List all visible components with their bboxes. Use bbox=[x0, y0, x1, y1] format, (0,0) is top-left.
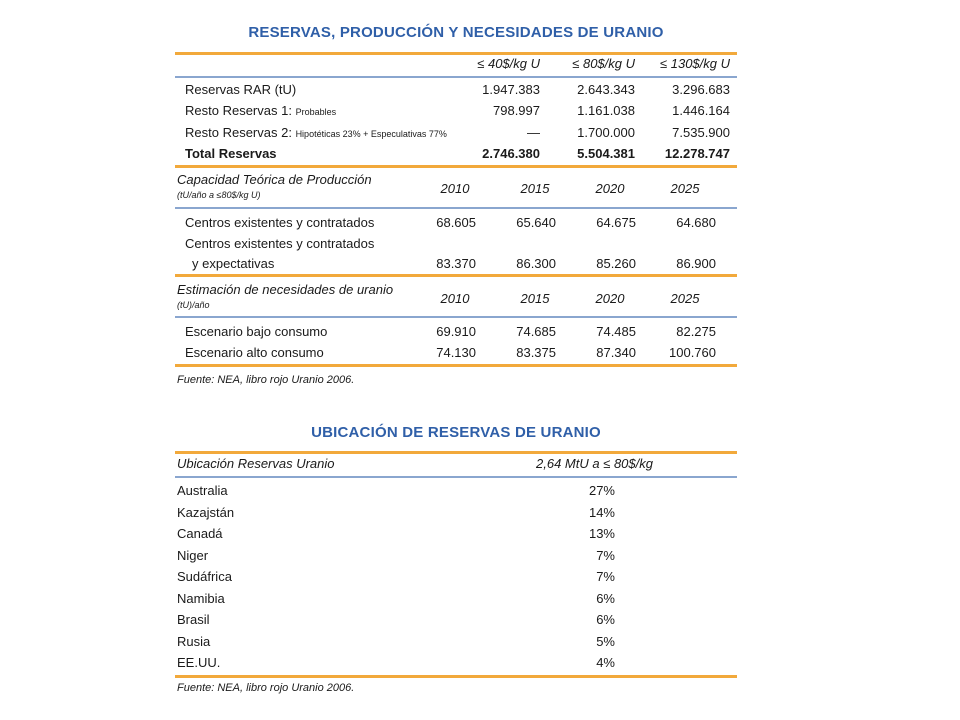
location-percentage: 27% bbox=[588, 483, 615, 498]
capacity-title: Capacidad Teórica de Producción bbox=[177, 172, 372, 187]
reserves-header-40: ≤ 40$/kg U bbox=[477, 56, 540, 71]
capacity-row-value: 86.300 bbox=[516, 256, 556, 271]
reserves-row-value: 7.535.900 bbox=[672, 125, 730, 140]
capacity-unit: (tU/año a ≤80$/kg U) bbox=[177, 190, 261, 200]
table2-bottom-rule bbox=[175, 675, 737, 678]
needs-year: 2020 bbox=[595, 291, 625, 306]
capacity-row-value: 68.605 bbox=[436, 215, 476, 230]
table1-bottom-rule bbox=[175, 364, 737, 367]
location-country: EE.UU. bbox=[177, 655, 221, 670]
capacity-row-label: Centros existentes y contratados bbox=[185, 215, 375, 230]
reserves-row-value: 1.700.000 bbox=[577, 125, 635, 140]
capacity-row-value: 64.675 bbox=[596, 215, 636, 230]
capacity-row-value: 83.370 bbox=[436, 256, 476, 271]
needs-row-value: 74.130 bbox=[436, 345, 476, 360]
location-percentage: 7% bbox=[596, 547, 615, 563]
location-country: Canadá bbox=[177, 526, 223, 541]
needs-year: 2015 bbox=[520, 291, 550, 306]
needs-row-value: 87.340 bbox=[596, 345, 636, 360]
capacity-row-value: 65.640 bbox=[516, 215, 556, 230]
table2-title: UBICACIÓN DE RESERVAS DE URANIO bbox=[311, 424, 601, 441]
location-country: Kazajstán bbox=[177, 504, 235, 520]
reserves-header-rule bbox=[175, 76, 737, 78]
needs-year: 2025 bbox=[670, 291, 700, 306]
capacity-year: 2025 bbox=[670, 181, 700, 196]
table2-source: Fuente: NEA, libro rojo Uranio 2006. bbox=[177, 682, 355, 694]
reserves-row-value: 1.161.038 bbox=[577, 103, 635, 118]
reserves-row-label: Resto Reservas 1: Probables bbox=[185, 103, 337, 118]
capacity-row-value: 64.680 bbox=[676, 215, 716, 230]
needs-row-value: 82.275 bbox=[676, 324, 716, 339]
reserves-row-value: 3.296.683 bbox=[672, 82, 730, 97]
location-percentage: 6% bbox=[596, 612, 615, 627]
capacity-bottom-rule bbox=[175, 274, 737, 277]
reserves-header-80: ≤ 80$/kg U bbox=[572, 56, 635, 71]
reserves-row-value: 798.997 bbox=[493, 103, 540, 118]
reserves-row-label: Resto Reservas 2: Hipotéticas 23% + Especulativas 77% bbox=[185, 125, 447, 140]
table2-top-rule bbox=[175, 451, 737, 454]
location-percentage: 7% bbox=[596, 569, 615, 584]
reserves-row-label: Reservas RAR (tU) bbox=[185, 82, 297, 97]
reserves-row-value: 1.446.164 bbox=[672, 103, 730, 118]
location-country: Namibia bbox=[177, 590, 225, 606]
table2-col1-header: Ubicación Reservas Uranio bbox=[177, 456, 335, 471]
needs-row-label: Escenario bajo consumo bbox=[185, 324, 328, 339]
capacity-year: 2015 bbox=[520, 181, 550, 196]
needs-row-value: 69.910 bbox=[436, 324, 476, 339]
capacity-row-value: 86.900 bbox=[676, 256, 716, 271]
reserves-total-value: 12.278.747 bbox=[664, 146, 730, 161]
table2-col2-header: 2,64 MtU a ≤ 80$/kg bbox=[536, 456, 653, 471]
location-percentage: 14% bbox=[588, 504, 615, 520]
needs-year: 2010 bbox=[440, 291, 470, 306]
needs-header-rule bbox=[175, 316, 737, 318]
needs-unit: (tU)/año bbox=[177, 300, 210, 310]
location-country: Rusia bbox=[177, 633, 211, 649]
location-country: Brasil bbox=[177, 612, 210, 627]
reserves-row-sublabel: Hipotéticas 23% + Especulativas 77% bbox=[295, 129, 447, 139]
needs-row-value: 100.760 bbox=[669, 345, 716, 360]
location-percentage: 6% bbox=[596, 590, 615, 606]
needs-row-label: Escenario alto consumo bbox=[185, 345, 324, 360]
reserves-total-value: 5.504.381 bbox=[577, 146, 635, 161]
reserves-total-value: 2.746.380 bbox=[482, 146, 540, 161]
needs-title: Estimación de necesidades de uranio bbox=[177, 282, 394, 297]
capacity-header-rule bbox=[175, 207, 737, 209]
table2-header-rule bbox=[175, 476, 737, 478]
capacity-row-label: Centros existentes y contratados bbox=[185, 236, 375, 251]
capacity-year: 2010 bbox=[440, 181, 470, 196]
table1-top-rule bbox=[175, 52, 737, 55]
capacity-row-value: 85.260 bbox=[596, 256, 636, 271]
location-country: Sudáfrica bbox=[177, 569, 232, 584]
reserves-total-label: Total Reservas bbox=[185, 146, 277, 161]
reserves-bottom-rule bbox=[175, 165, 737, 168]
location-percentage: 4% bbox=[596, 655, 615, 670]
capacity-year: 2020 bbox=[595, 181, 625, 196]
capacity-row-label-cont: y expectativas bbox=[192, 256, 275, 271]
reserves-header-130: ≤ 130$/kg U bbox=[659, 56, 730, 71]
needs-row-value: 83.375 bbox=[516, 345, 556, 360]
reserves-row-value: 1.947.383 bbox=[482, 82, 540, 97]
location-percentage: 13% bbox=[588, 526, 615, 541]
needs-row-value: 74.685 bbox=[516, 324, 556, 339]
reserves-row-value: 2.643.343 bbox=[577, 82, 635, 97]
table1-title: RESERVAS, PRODUCCIÓN Y NECESIDADES DE URANIO bbox=[248, 24, 664, 41]
location-country: Niger bbox=[177, 547, 209, 563]
table1-source: Fuente: NEA, libro rojo Uranio 2006. bbox=[177, 374, 355, 386]
reserves-row-value: — bbox=[527, 125, 540, 140]
reserves-row-sublabel: Probables bbox=[295, 107, 337, 117]
location-country: Australia bbox=[177, 483, 228, 498]
location-percentage: 5% bbox=[596, 633, 615, 649]
needs-row-value: 74.485 bbox=[596, 324, 636, 339]
